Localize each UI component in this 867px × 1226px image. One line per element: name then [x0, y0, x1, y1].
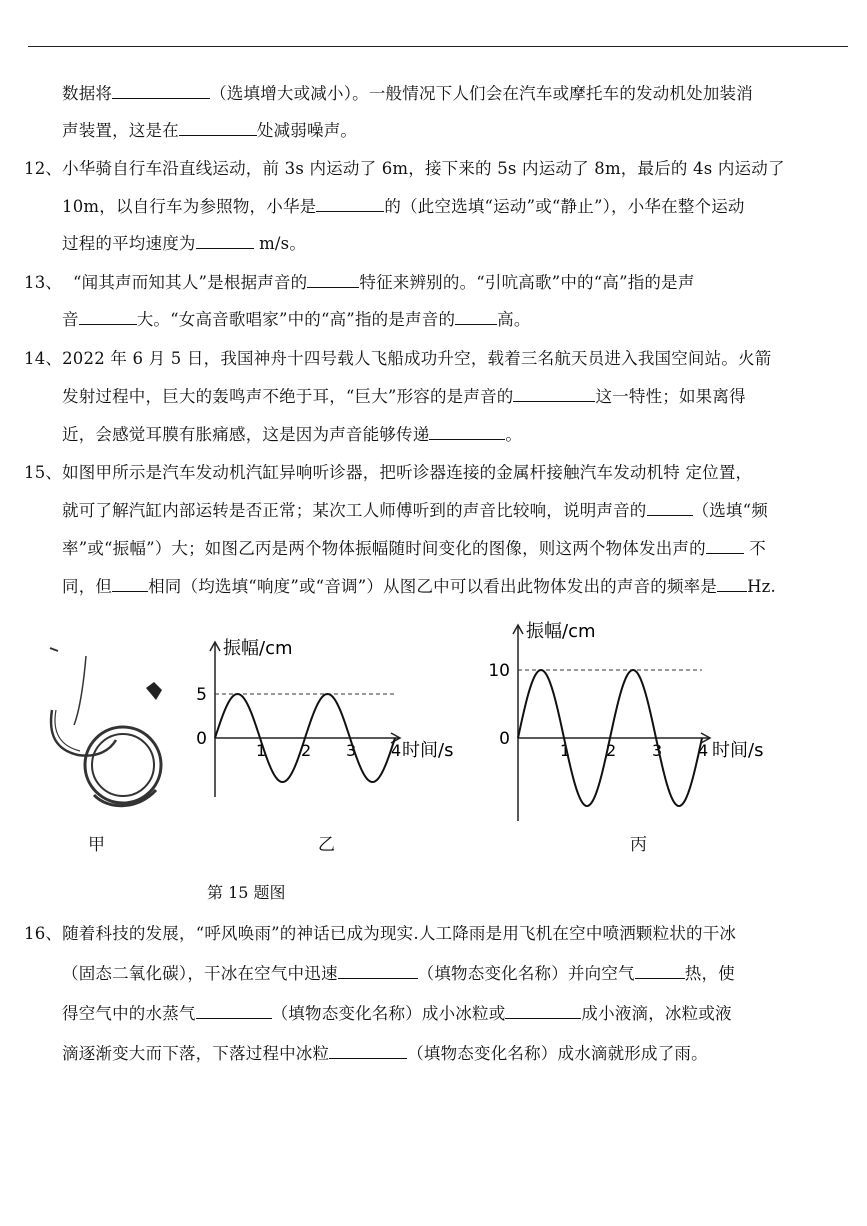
q12-line-1: 12、小华骑自行车沿直线运动，前 3s 内运动了 6m，接下来的 5s 内运动了 8m，最后的 4s 内运动了 [24, 155, 785, 179]
question-number: 15、 [24, 463, 63, 482]
y-axis-label: 振幅/cm [526, 621, 596, 642]
question-number: 16、 [24, 924, 63, 943]
q15-line-1: 15、如图甲所示是汽车发动机汽缸异响听诊器，把听诊器连接的金属杆接触汽车发动机特 定位置， [24, 459, 752, 483]
x-tick-label: 2 [301, 741, 312, 760]
q14-line-2: 发射过程中，巨大的轰鸣声不绝于耳，“巨大”形容的是声音的 这一特性；如果离得 [62, 387, 746, 406]
x-tick-label: 4 [698, 741, 709, 760]
q15-line-2: 就可了解汽缸内部运转是否正常；某次工人师傅听到的声音比较响，说明声音的 （选填“频 [62, 501, 768, 520]
answer-blank[interactable] [196, 1004, 272, 1019]
q16-line-1: 16、随着科技的发展，“呼风唤雨”的神话已成为现实.人工降雨是用飞机在空中喷洒颗粒状的干冰 [24, 920, 736, 944]
x-tick-label: 1 [256, 741, 267, 760]
answer-blank[interactable] [429, 425, 505, 440]
answer-blank[interactable] [455, 310, 497, 325]
q11-line-1: 数据将 （选填增大或减小）。一般情况下人们会在汽车或摩托车的发动机处加装消 [62, 84, 753, 103]
q15-line-4: 同，但 相同（均选填“响度”或“音调”）从图乙中可以看出此物体发出的声音的频率是 Hz. [62, 577, 776, 596]
answer-blank[interactable] [196, 234, 254, 249]
answer-blank[interactable] [179, 121, 257, 136]
figure-label-yi: 乙 [318, 835, 335, 855]
answer-blank[interactable] [329, 1044, 407, 1059]
chart-yi [185, 630, 485, 820]
answer-blank[interactable] [338, 964, 418, 979]
q16-line-3: 得空气中的水蒸气 （填物态变化名称）成小冰粒或 成小液滴，冰粒或液 [62, 1004, 732, 1023]
y-tick-label: 0 [499, 729, 510, 749]
y-tick-label: 10 [488, 661, 510, 681]
figure-caption: 第 15 题图 [207, 883, 286, 902]
answer-blank[interactable] [316, 197, 384, 212]
figure-label-bing: 丙 [630, 835, 647, 855]
q14-line-3: 近，会感觉耳膜有胀痛感，这是因为声音能够传递 。 [62, 425, 523, 444]
answer-blank[interactable] [717, 577, 747, 592]
answer-blank[interactable] [505, 1004, 581, 1019]
question-number: 12、 [24, 159, 63, 178]
question-number: 13、 [24, 273, 63, 292]
q11-line-2: 声装置，这是在 处减弱噪声。 [62, 121, 358, 140]
answer-blank[interactable] [112, 84, 210, 99]
answer-blank[interactable] [307, 273, 359, 288]
x-axis-label: 时间/s [402, 740, 454, 761]
q13-line-1: 13、 “闻其声而知其人”是根据声音的 特征来辨别的。“引吭高歌”中的“高”指的是声 [24, 269, 695, 293]
figure-label-jia: 甲 [88, 835, 105, 855]
stethoscope-icon [38, 640, 178, 840]
answer-blank[interactable] [79, 310, 137, 325]
chart-bing [478, 620, 798, 830]
stethoscope-figure [38, 640, 178, 855]
q14-line-1: 14、2022 年 6 月 5 日，我国神舟十四号载人飞船成功升空，载着三名航天员进入我国空间站。火箭 [24, 345, 771, 369]
q16-line-4: 滴逐渐变大而下落，下落过程中冰粒 （填物态变化名称）成水滴就形成了雨。 [62, 1044, 708, 1063]
answer-blank[interactable] [513, 387, 595, 402]
y-tick-label: 5 [196, 685, 207, 705]
answer-blank[interactable] [635, 964, 685, 979]
q16-line-2: （固态二氧化碳），干冰在空气中迅速 （填物态变化名称）并向空气 热，使 [62, 964, 735, 983]
q12-line-3: 过程的平均速度为 m/s。 [62, 234, 307, 253]
q15-line-3: 率”或“振幅”）大；如图乙丙是两个物体振幅随时间变化的图像，则这两个物体发出声的 不 [62, 539, 766, 558]
answer-blank[interactable] [706, 539, 744, 554]
x-axis-label: 时间/s [712, 740, 764, 761]
question-number: 14、 [24, 349, 63, 368]
x-tick-label: 3 [652, 741, 663, 760]
q13-line-2: 音 大。“女高音歌唱家”中的“高”指的是声音的 高。 [62, 310, 531, 329]
x-tick-label: 2 [606, 741, 617, 760]
x-tick-label: 1 [560, 741, 571, 760]
x-tick-label: 3 [346, 741, 357, 760]
answer-blank[interactable] [112, 577, 148, 592]
y-axis-label: 振幅/cm [223, 638, 293, 659]
x-tick-label: 4 [391, 741, 402, 760]
y-tick-label: 0 [196, 729, 207, 749]
answer-blank[interactable] [647, 501, 693, 516]
q12-line-2: 10m，以自行车为参照物，小华是 的（此空选填“运动”或“静止”），小华在整个运动 [62, 197, 745, 216]
top-rule [28, 46, 848, 47]
